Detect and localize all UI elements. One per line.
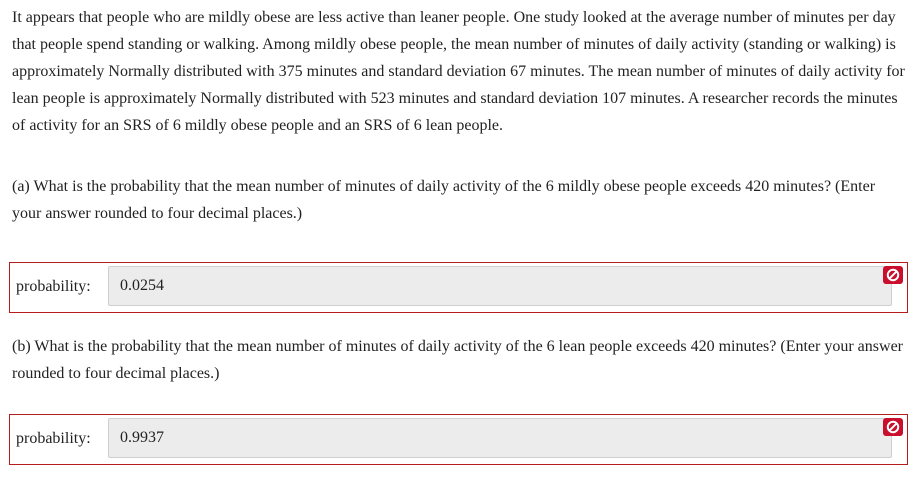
- answer-label-part-a: probability:: [16, 278, 91, 295]
- answer-box-part-b: [9, 414, 908, 465]
- problem-intro: It appears that people who are mildly obese are less active than leaner people. One study looked at the average number of minutes per day that people spend standing or walking. Among mildly obese people, the mean number of minutes of daily activity (standing or walking) is approximately Normally distributed with 375 minutes and standard deviation 67 minutes. The mean number of minutes of daily activity for lean people is approximately Normally distributed with 523 minutes and standard deviation 107 minutes. A researcher records the minutes of activity for an SRS of 6 mildly obese people and an SRS of 6 lean people.: [12, 9, 905, 134]
- answer-input-part-a[interactable]: [108, 266, 892, 306]
- incorrect-icon: [883, 266, 903, 284]
- answer-box-part-a: [9, 262, 908, 313]
- answer-label-part-b: probability:: [16, 430, 91, 447]
- incorrect-icon: [883, 418, 903, 436]
- question-part-a: (a) What is the probability that the mean number of minutes of daily activity of the 6 mildly obese people exceeds 420 minutes? (Enter your answer rounded to four decimal places.): [12, 178, 876, 222]
- answer-input-part-b[interactable]: [108, 418, 892, 458]
- question-part-b: (b) What is the probability that the mean number of minutes of daily activity of the 6 lean people exceeds 420 minutes? (Enter your answer rounded to four decimal places.): [12, 338, 903, 382]
